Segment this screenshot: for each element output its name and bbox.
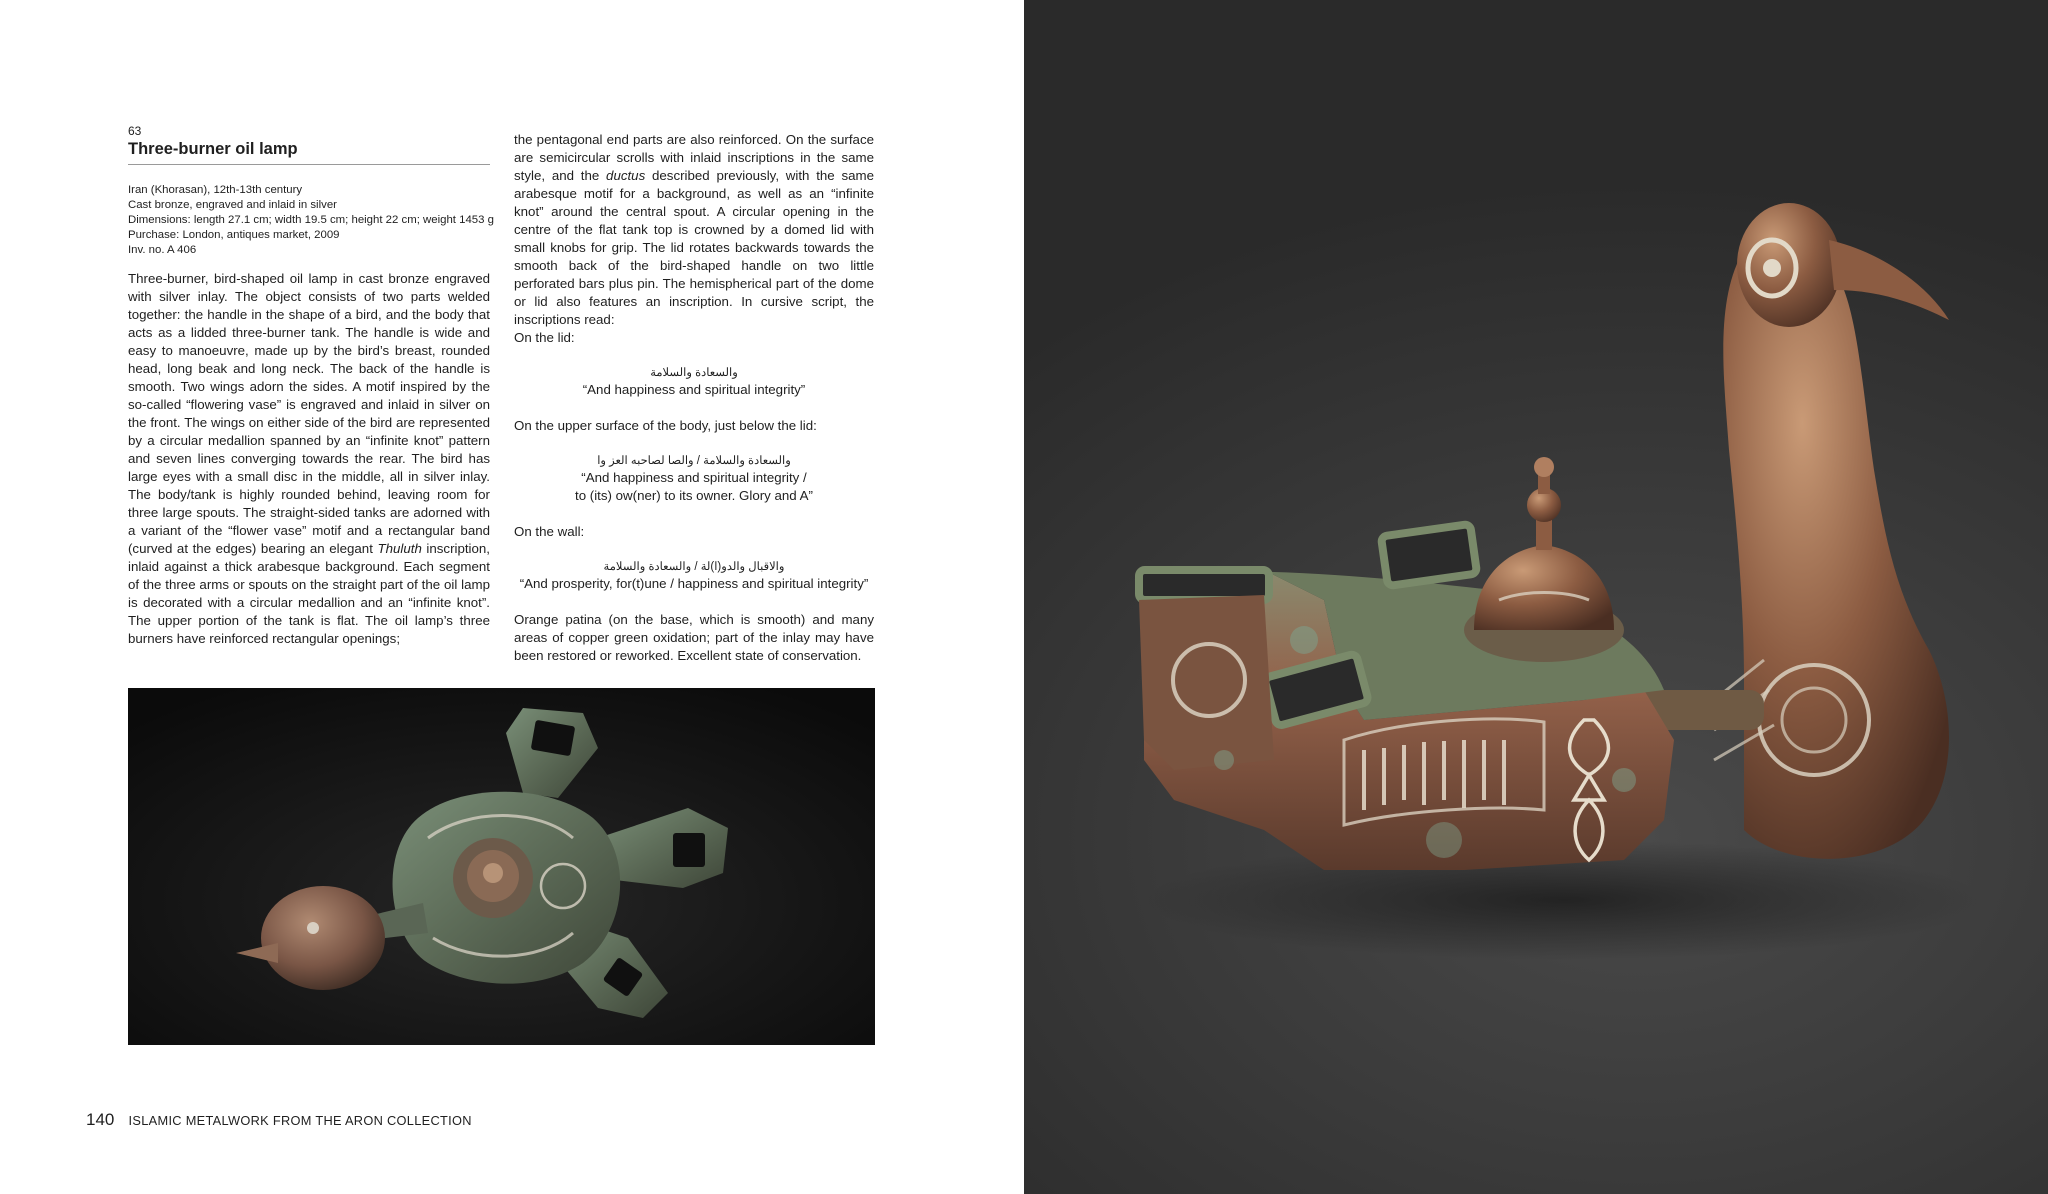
oil-lamp-side-view-photo: [1024, 0, 2048, 1194]
lid-arabic-inscription: والسعادة والسلامة: [650, 367, 738, 379]
lid-heading: On the lid:: [514, 330, 575, 345]
meta-provenance: Purchase: London, antiques market, 2009: [128, 229, 340, 241]
meta-material: Cast bronze, engraved and inlaid in silver: [128, 199, 337, 211]
description-paragraph: Three-burner, bird-shaped oil lamp in cast bronze engraved with silver inlay. The object consists of two parts welded together: the handle in the shape of a bird, and the body that acts as a lidded three-burner tank. The handle is wide and easy to manoeuvre, made up by the bird’s breast, rounded head, long beak and long neck. The back of the handle is smooth. Two wings adorn the sides. A motif inspired by the so-called “flowering vase” is engraved and inlaid in silver on the front. The wings on either side of the bird are represented by a circular medallion spanned by an “infinite knot” pattern and seven lines converging towards the rear. The bird has large eyes with a small disc in the middle, all in silver inlay. The body/tank is highly rounded behind, leaving room for three large spouts. The straight-sided tanks are adorned with a variant of the “flower vase” motif and a rectangular band (curved at the edges) bearing an elegant Thuluth inscription, inlaid against a thick arabesque background. Each segment of the three arms or spouts on the straight part of the oil lamp is decorated with a circular medallion and an “infinite knot”. The upper portion of the tank is flat. The oil lamp’s three burners have reinforced rectangular openings;: [128, 271, 490, 646]
meta-dimensions: Dimensions: length 27.1 cm; width 19.5 cm; height 22 cm; weight 1453 g: [128, 214, 494, 226]
description-continued: the pentagonal end parts are also reinforced. On the surface are semicircular scrolls with inlaid inscriptions in the same style, and the ductus described previously, with the same arabesque motif for a background, as well as an “infinite knot” around the central spout. A circular opening in the centre of the flat tank top is crowned by a domed lid with small knobs for grip. The lid rotates backwards towards the smooth back of the bird-shaped handle on two little perforated bars plus pin. The hemispherical part of the dome or lid also features an inscription. In cursive script, the inscriptions read:: [514, 132, 874, 327]
upper-surface-arabic-inscription: والسعادة والسلامة / والصا لصاحبه العز وا: [597, 455, 791, 467]
upper-surface-translation-line-2: to (its) ow(ner) to its owner. Glory and A”: [575, 488, 813, 503]
text-column-left: [128, 124, 494, 648]
upper-surface-translation-line-1: “And happiness and spiritual integrity /: [581, 470, 807, 485]
meta-inventory: Inv. no. A 406: [128, 244, 197, 256]
wall-heading: On the wall:: [514, 524, 585, 539]
condition-paragraph: Orange patina (on the base, which is smooth) and many areas of copper green oxidation; part of the inlay may have been restored or reworked. Excellent state of conservation.: [514, 612, 874, 663]
entry-metadata: [128, 183, 494, 258]
running-title: ISLAMIC METALWORK FROM THE ARON COLLECTION: [128, 1113, 472, 1128]
text-column-right: [514, 131, 874, 665]
entry-title: Three-burner oil lamp: [128, 140, 298, 158]
catalogue-number: 63: [128, 124, 142, 138]
page-number: 140: [86, 1110, 115, 1129]
lid-translation: “And happiness and spiritual integrity”: [582, 382, 806, 397]
meta-origin: Iran (Khorasan), 12th-13th century: [128, 184, 303, 196]
wall-translation: “And prosperity, for(t)une / happiness and spiritual integrity”: [519, 576, 869, 591]
page-footer: [86, 1110, 472, 1131]
wall-arabic-inscription: والاقبال والدو(ا)لة / والسعادة والسلامة: [603, 561, 785, 573]
title-rule: [128, 164, 490, 165]
oil-lamp-top-view-photo: [128, 688, 875, 1045]
upper-surface-heading: On the upper surface of the body, just below the lid:: [514, 418, 817, 433]
